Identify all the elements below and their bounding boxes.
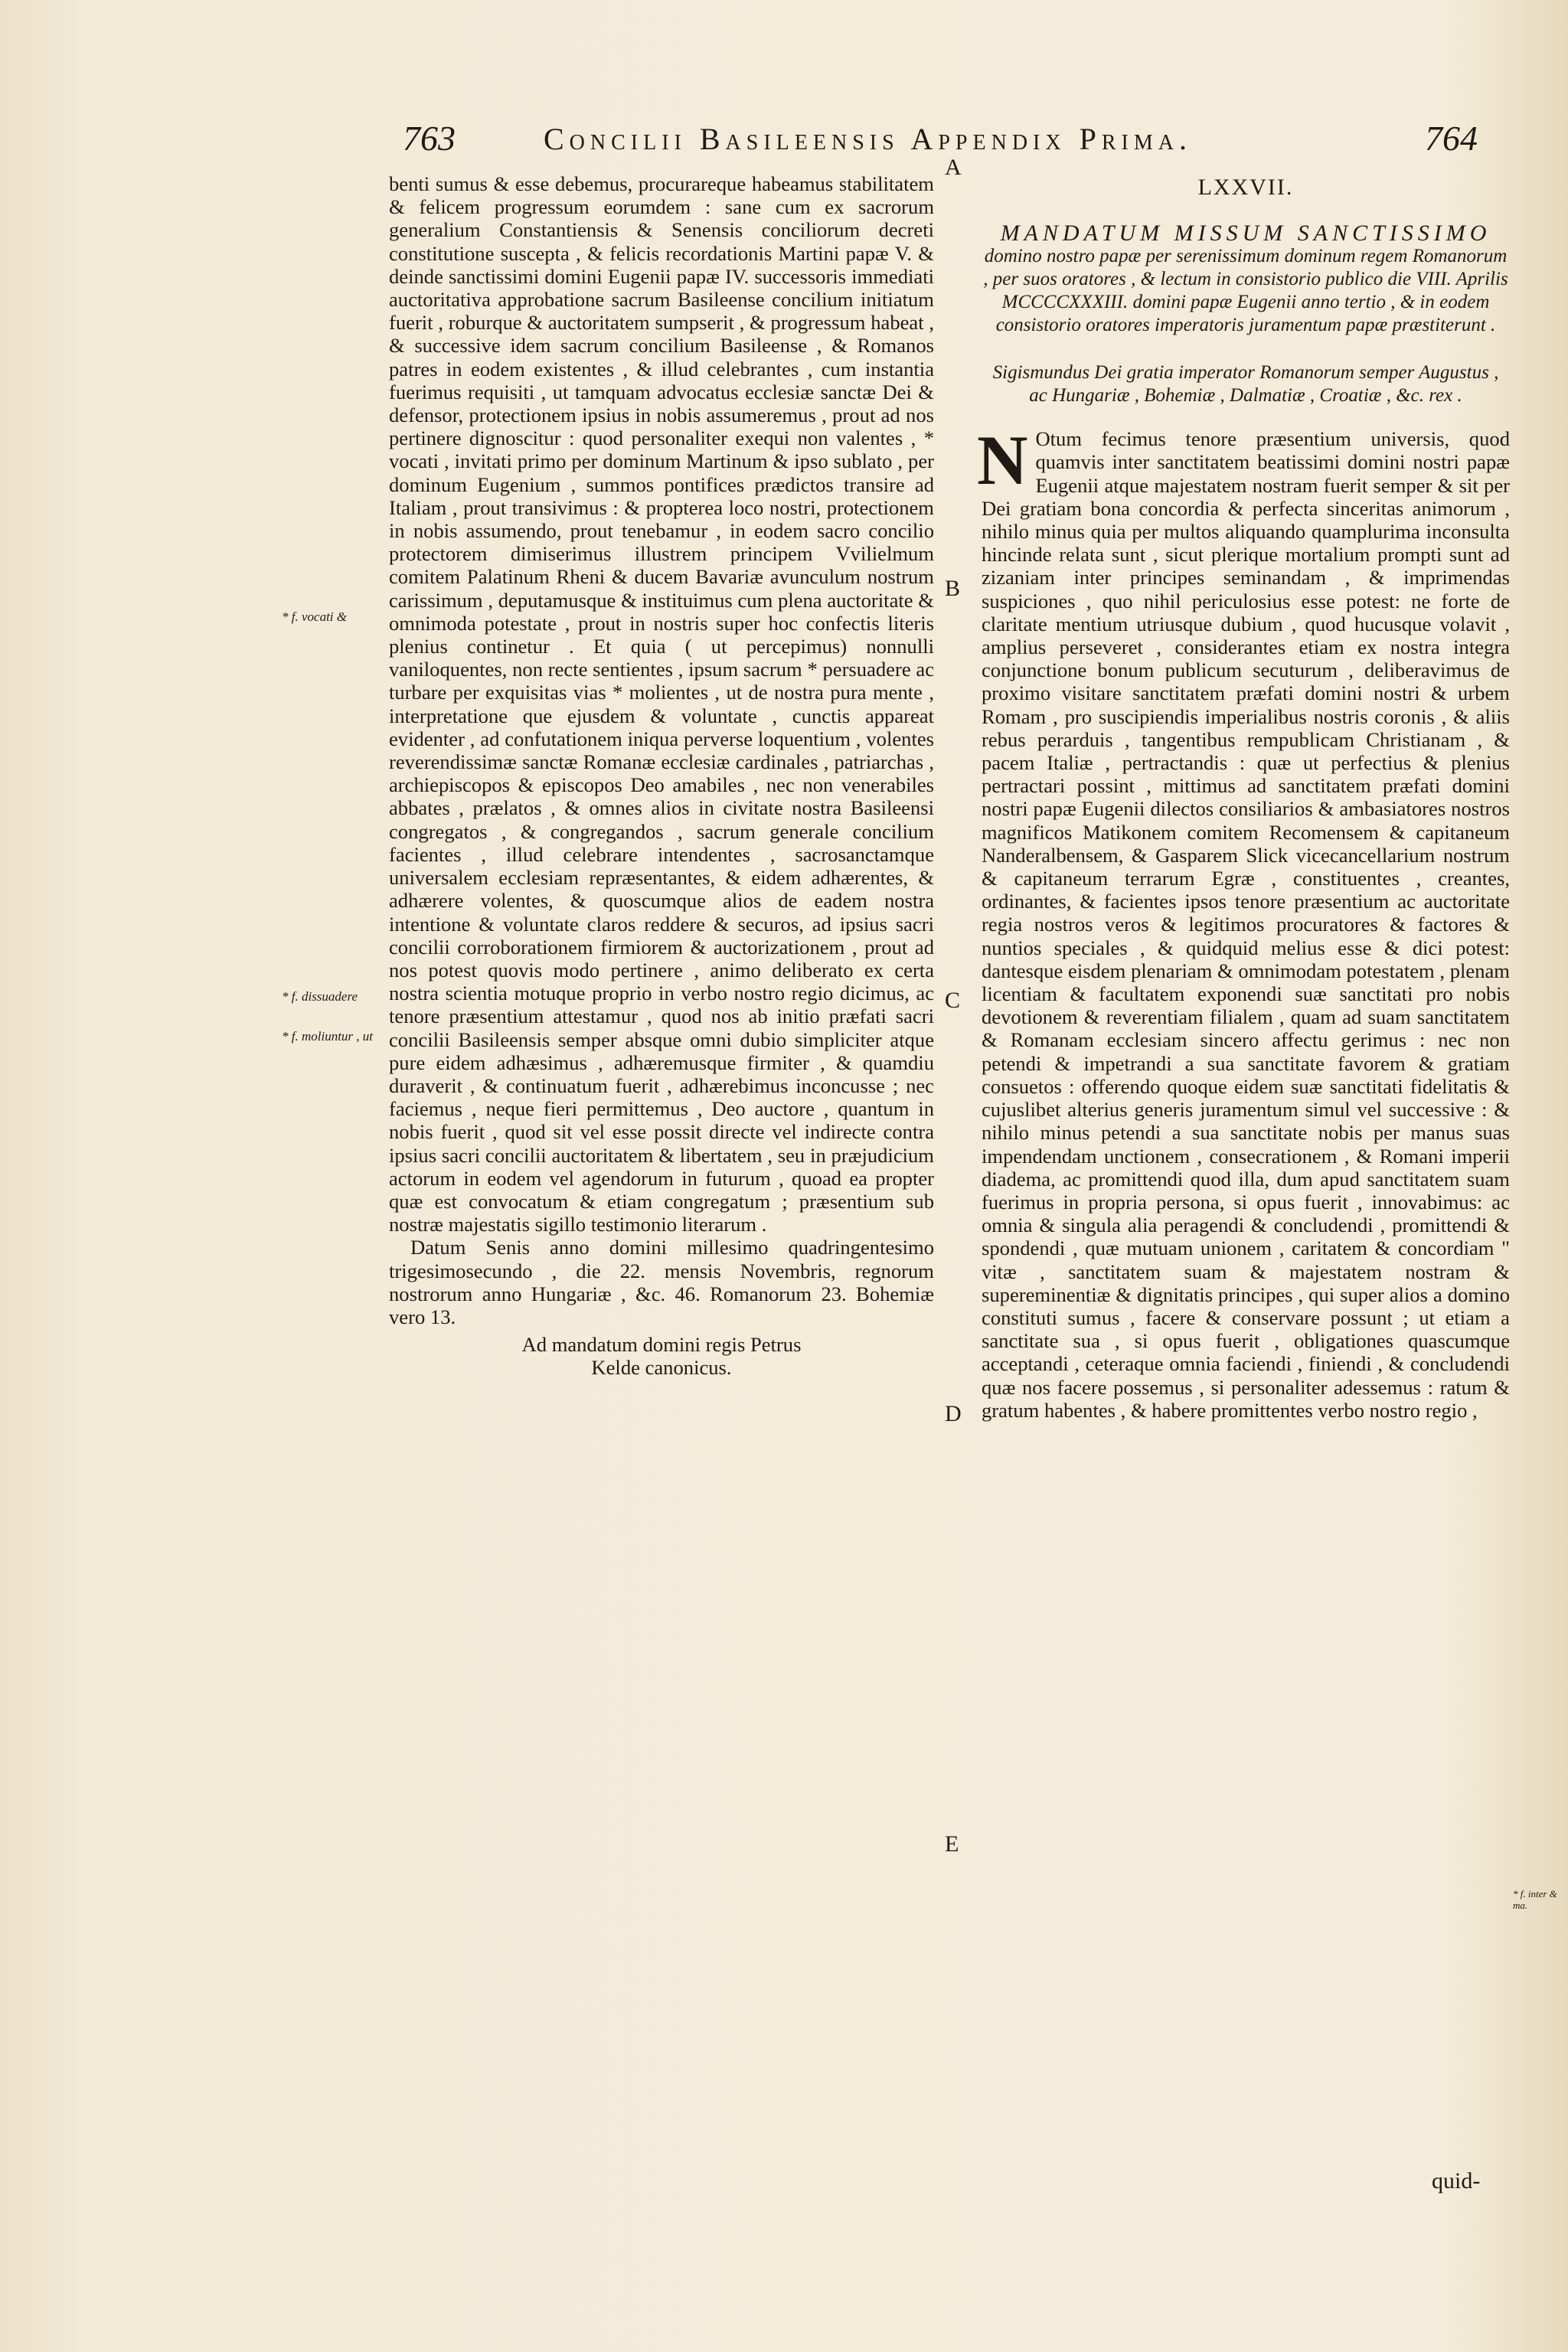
side-note-vocati: * f. vocati & bbox=[282, 609, 347, 624]
document-title bbox=[982, 222, 1510, 337]
right-column bbox=[977, 172, 1510, 1422]
running-title: Concilii Basileensis Appendix Prima. bbox=[544, 122, 1192, 156]
dating-clause: Datum Senis anno domini millesimo quadringentesimo trigesimosecundo , die 22. mensis Novembris, regnorum nostrorum anno Hungariæ , &c. 46. Romanorum 23. Bohemiæ vero 13. bbox=[389, 1236, 934, 1328]
margin-letter-c: C bbox=[945, 988, 961, 1013]
side-note-moliuntur: * f. moliuntur , ut bbox=[282, 1029, 374, 1044]
right-column-body bbox=[977, 421, 1510, 1422]
left-column-body: benti sumus & esse debemus, procurareque habeamus stabilitatem & felicem progressum eorumdem : sane cum ex sacrorum generalium Constantiensis & Senensis conciliorum decreti constitutione suscepta , & felicis recordationis Martini papæ V. & deinde sanctissimi domini Eugenii papæ IV. successoris immediati auctoritativa approbatione sacrum Basileense concilium initiatum fuerit , roburque & auctoritatem sumpserit , & progressum habeat , & successive idem sacrum concilium Basileense , & Romanos patres in eodem existentes , & illud celebrantes , cum instantia fuerimus requisiti , ut tamquam advocatus ecclesiæ sanctæ Dei & defensor, protectionem ipsius in nobis assumeremus , prout ad nos pertinere dignoscitur : quod personaliter exequi non valentes , * vocati , invitati primo per dominum Martinum & ipso sublato , per dominum Eugenium , summos pontifices prædictos transire ad Italiam , prout transivimus : & propterea loco nostri, protectionem in nobis assumendo, prout tenebamur , in eodem sacro concilio protectorem dimiserimus illustrem principem Vvilielmum comitem Palatinum Rheni & ducem Bavariæ avunculum nostrum carissimum , deputamusque & instituimus cum plena auctoritate & omnimoda potestate , prout in nostris super hoc confectis literis plenius continetur . Et quia ( ut percepimus) nonnulli vaniloquentes, non recte sentientes , ipsum sacrum * persuadere ac turbare per exquisitas vias * molientes , ut de nostra pura mente , interpretatione que ejusdem & voluntate , cunctis appareat evidenter , ad confutationem iniqua perverse loquentium , volentes reverendissimæ sanctæ Romanæ ecclesiæ cardinales , patriarchas , archiepiscopos & episcopos Deo amabiles , nec non venerabiles abbates , prælatos , & omnes alios in civitate nostra Basileensi congregatos , & congregandos , sacrum generale concilium facientes , illud celebrare intendentes , sacrosanctamque universalem ecclesiam repræsentantes, & eidem adhærentes, & adhærere volentes, & quoscumque alios de eadem nostra intentione & voluntate claros reddere & securos, ad ipsius sacri concilii corroborationem firmiorem & auctorizationem , prout ad nos potest quovis modo pertinere , animo deliberato ex certa nostra scientia motuque proprio in verbo nostro regio dicimus, ac tenore præsentium attestamur , quod nos ab initio præfati sacri concilii Basileensis semper absque omni dubio simpliciter atque pure eidem adhæsimus , adhæremusque firmiter , & quamdiu duraverit , & continuatum fuerit , adhærebimus inconcusse ; nec faciemus , neque fieri permittemus , Deo auctore , quantum in nobis fuerit , quod sit vel esse possit directe vel indirecte contra ipsius sacri concilii auctoritatem & libertatem , seu in præjudicium actorum in eodem vel agendorum in futurum , quoad ea propter quæ est convocatum & etiam congregatum ; præsentium sub nostræ majestatis sigillo testimonio literarum . bbox=[389, 172, 934, 1236]
page-number-left: 763 bbox=[403, 119, 456, 158]
document-title-caps: MANDATUM MISSUM SANCTISSIMO bbox=[1000, 220, 1491, 247]
page-number-right: 764 bbox=[1425, 119, 1478, 158]
side-note-right: * f. inter & ma. bbox=[1513, 1888, 1557, 1911]
margin-letter-a: A bbox=[945, 155, 962, 180]
margin-letter-d: D bbox=[945, 1401, 962, 1426]
left-column bbox=[389, 172, 934, 1380]
margin-letter-b: B bbox=[945, 576, 961, 601]
catchword: quid- bbox=[1432, 2168, 1481, 2194]
document-title-rest: domino nostro papæ per serenissimum dominum regem Romanorum , per suos oratores , & lectum in consistorio publico die VIII. Aprilis MCCCCXXXIII. domini papæ Eugenii anno tertio , & in eodem consistorio oratores imperatoris juramentum papæ præstiterunt . bbox=[983, 246, 1508, 336]
document-number: LXXVII. bbox=[1197, 175, 1294, 200]
page-header bbox=[390, 115, 1493, 161]
margin-letter-e: E bbox=[945, 1831, 959, 1857]
right-column-text: Otum fecimus tenore præsentium universis, quod quamvis inter sanctitatem beatissimi domini nostri papæ Eugenii atque majestatem nostram fuerit semper & sit per Dei gratiam bona concordia & perfecta sinceritas animorum , nihilo minus quia per multos aliquando quamplurima inconsulta hincinde relata sunt , sicut plerique mortalium prompti sunt ad zizaniam inter principes seminandam , & imprimendas suspiciones , quo nihil periculosius esse potest: ne forte de claritate mentium utriusque dubium , quod hucusque volavit , amplius perseveret , considerantes etiam ex nostra integra conjunctione bonum publicum secuturum , deliberavimus de proximo visitare sanctitatem præfati domini nostri & urbem Romam , pro suscipiendis imperialibus nostris coronis , & aliis rebus perarduis , tangentibus rempublicam Christianam , & pacem Italiæ , pertractandis : quæ ut perfectius & plenius pertractari possint , mittimus ad sanctitatem præfati domini nostri papæ Eugenii dilectos consiliarios & ambasiatores nostros magnificos Matikonem comitem Recomensem & capitaneum Nanderalbensem, & Gasparem Slick vicecancellarium nostrum & capitaneum terrarum Egræ , constituentes , creantes, ordinantes, & facientes ipsos tenore præsentium ac auctoritate regia nostros veros & legitimos procuratores & factores & nuntios speciales , & quidquid melius esse & dici potest: dantesque eisdem plenariam & omnimodam potestatem , plenam licentiam & facultatem exponendi suæ sanctitati pro nobis devotionem & reverentiam filialem , quam ad suam sanctitatem & Romanam ecclesiam sincero affectu gerimus : nec non petendi & impetrandi a sua sanctitate favorem & gratiam consuetos : offerendo quoque eidem suæ sanctitati fidelitatis & cujuslibet alterius generis juramentum simul vel successive : & nihilo minus petendi a sua sanctitate nobis per manus suas impendendam unctionem , consecrationem , & Romani imperii diadema, ac promittendi quod illa, dum apud sanctitatem suam fuerimus in propria persona, si opus fuerit , innovabimus: ac omnia & singula alia peragendi & concludendi , promittendi & spondendi , quæ mutuam unionem , caritatem & concordiam " vitæ , sanctitatem suam & majestatem nostram & supereminentiæ & dignitatis principes , qui super alios a domino constituti sumus , facere & conservare possunt ; ut etiam a sanctitate sua , si opus fuerit , obligationes quascumque acceptandi , ceteraque omnia faciendi , finiendi , & concludendi quæ nos facere possemus , si personaliter adessemus : ratum & gratum habentes , & habere promittentes verbo nostro regio , bbox=[982, 427, 1510, 1422]
intitulatio: Sigismundus Dei gratia imperator Romanorum semper Augustus , ac Hungariæ , Bohemiæ , Dalmatiæ , Croatiæ , &c. rex . bbox=[992, 362, 1499, 407]
side-note-dissuadere: * f. dissuadere bbox=[282, 989, 358, 1004]
subscription: Ad mandatum domini regis Petrus Kelde canonicus. bbox=[521, 1333, 802, 1380]
drop-cap: N bbox=[977, 421, 1028, 500]
